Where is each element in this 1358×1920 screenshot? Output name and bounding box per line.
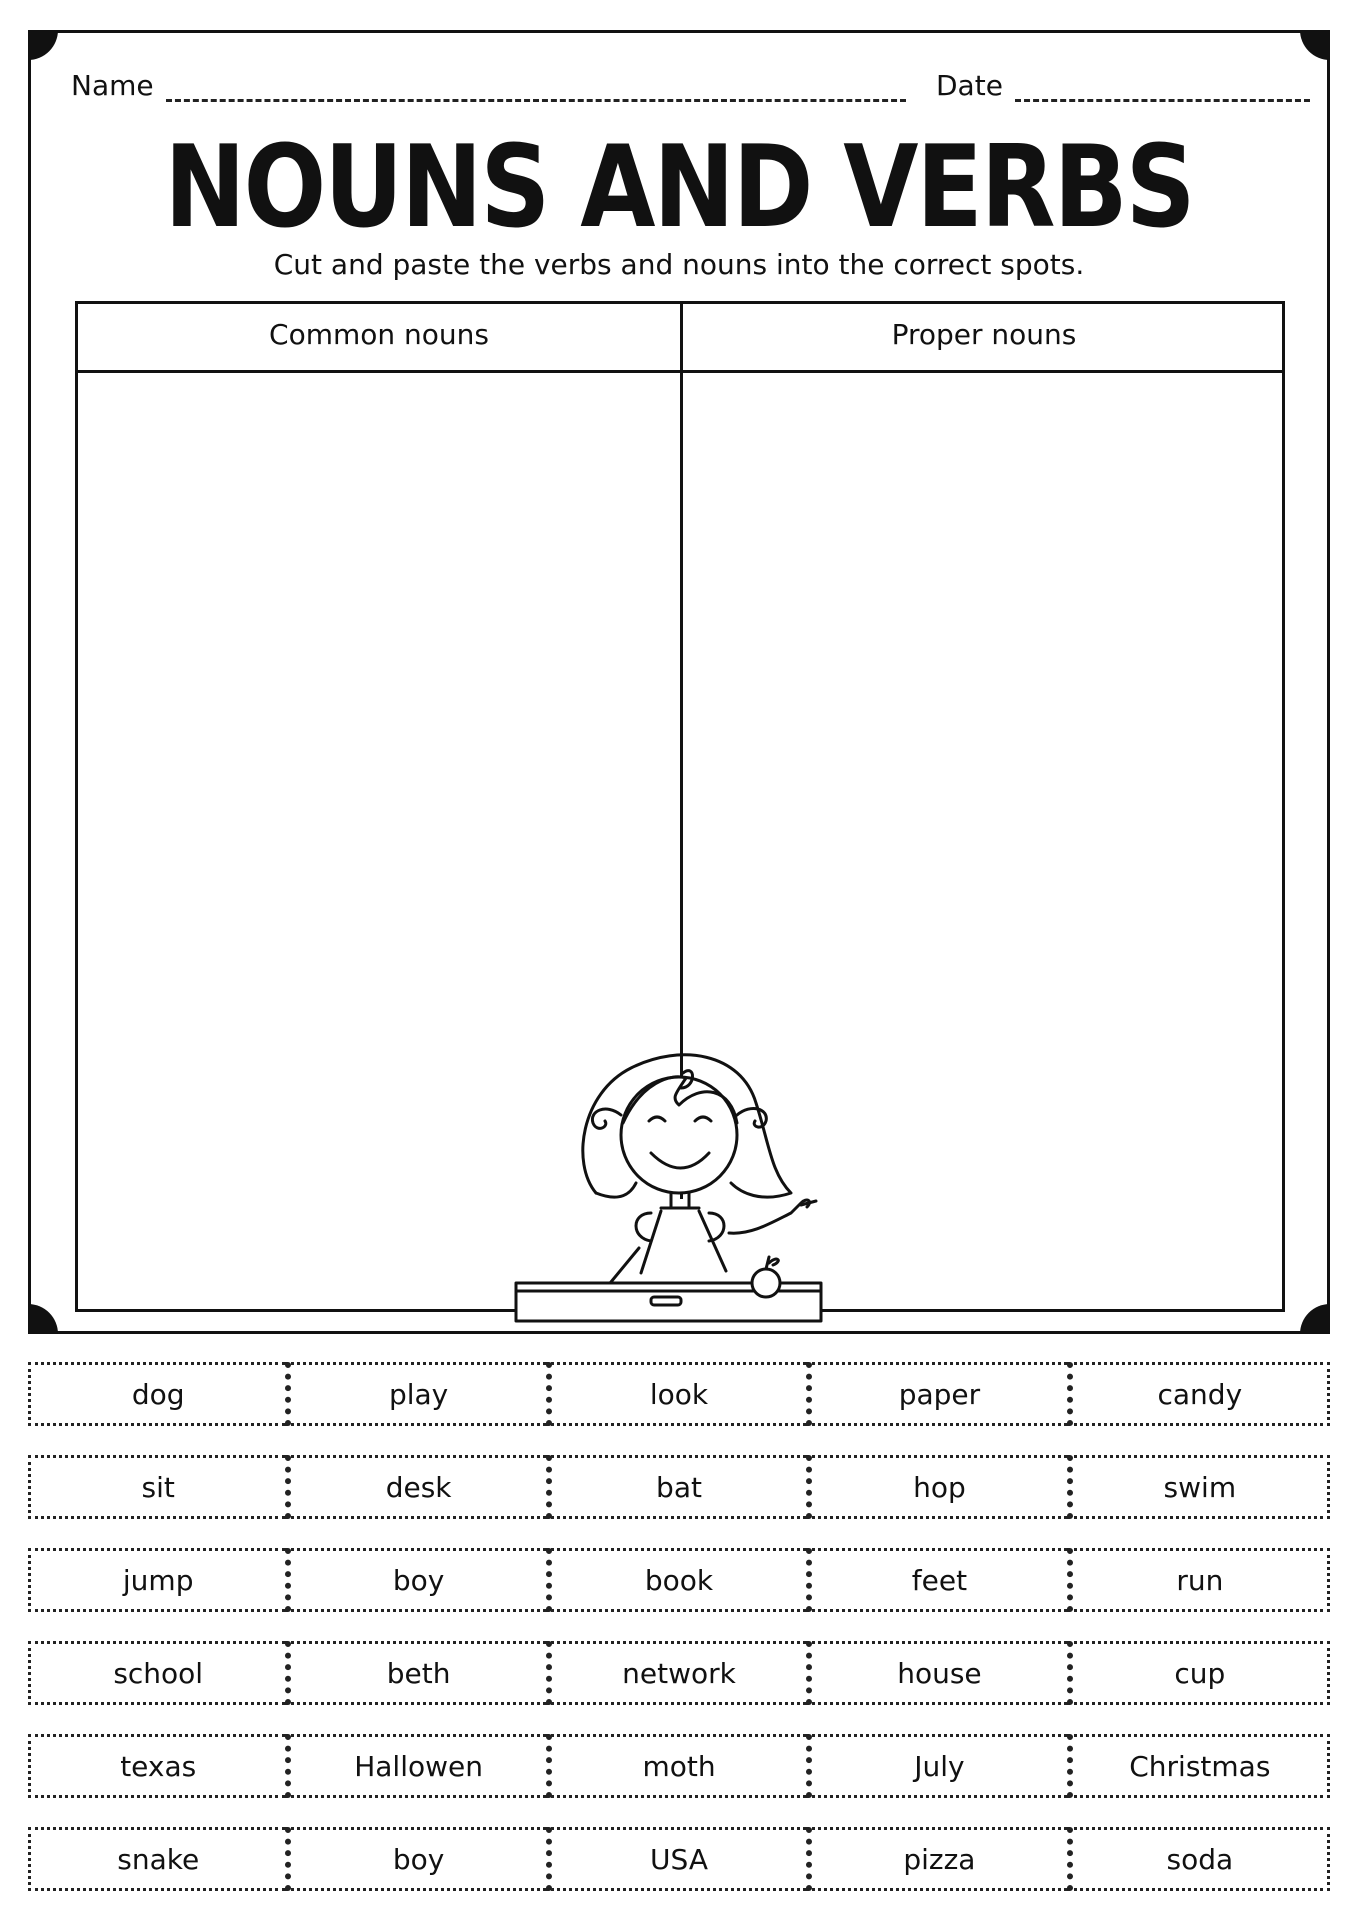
corner-decoration (1300, 30, 1330, 60)
column-header-common-nouns: Common nouns (269, 318, 489, 351)
date-label: Date (936, 69, 1003, 102)
word-card[interactable]: hop (806, 1455, 1066, 1519)
word-card[interactable]: sit (28, 1455, 285, 1519)
word-card[interactable]: jump (28, 1548, 285, 1612)
word-card[interactable]: texas (28, 1734, 285, 1798)
word-card[interactable]: house (806, 1641, 1066, 1705)
word-card[interactable]: swim (1067, 1455, 1330, 1519)
word-card[interactable]: book (546, 1548, 806, 1612)
word-card[interactable]: candy (1067, 1362, 1330, 1426)
girl-at-desk-illustration (511, 1043, 901, 1333)
word-card[interactable]: feet (806, 1548, 1066, 1612)
word-card[interactable]: moth (546, 1734, 806, 1798)
student-info-row (71, 69, 1287, 109)
word-card[interactable]: run (1067, 1548, 1330, 1612)
word-card[interactable]: look (546, 1362, 806, 1426)
column-header-proper-nouns: Proper nouns (891, 318, 1077, 351)
corner-decoration (1300, 1304, 1330, 1334)
name-label: Name (71, 69, 154, 102)
name-field[interactable] (71, 69, 906, 102)
word-card[interactable]: Hallowen (285, 1734, 545, 1798)
corner-decoration (28, 30, 58, 60)
word-card[interactable]: boy (285, 1548, 545, 1612)
word-card[interactable]: soda (1067, 1827, 1330, 1891)
worksheet-frame (28, 30, 1330, 1334)
corner-decoration (28, 1304, 58, 1334)
word-card[interactable]: beth (285, 1641, 545, 1705)
worksheet-title: NOUNS AND VERBS (164, 121, 1194, 254)
word-card-row (28, 1455, 1330, 1519)
word-card[interactable]: bat (546, 1455, 806, 1519)
word-card-row (28, 1827, 1330, 1891)
word-card-row (28, 1641, 1330, 1705)
word-card[interactable]: USA (546, 1827, 806, 1891)
instructions-text: Cut and paste the verbs and nouns into the correct spots. (273, 248, 1085, 281)
name-line[interactable] (166, 77, 906, 102)
word-card[interactable]: cup (1067, 1641, 1330, 1705)
word-card-row (28, 1548, 1330, 1612)
word-card[interactable]: paper (806, 1362, 1066, 1426)
word-card[interactable]: pizza (806, 1827, 1066, 1891)
date-field[interactable] (936, 69, 1310, 102)
word-cards-section (28, 1362, 1330, 1920)
word-card-row (28, 1362, 1330, 1426)
word-card-row (28, 1734, 1330, 1798)
word-card[interactable]: boy (285, 1827, 545, 1891)
word-card[interactable]: desk (285, 1455, 545, 1519)
word-card[interactable]: July (806, 1734, 1066, 1798)
word-card[interactable]: school (28, 1641, 285, 1705)
word-card[interactable]: dog (28, 1362, 285, 1426)
word-card[interactable]: play (285, 1362, 545, 1426)
date-line[interactable] (1015, 77, 1310, 102)
word-card[interactable]: snake (28, 1827, 285, 1891)
word-card[interactable]: network (546, 1641, 806, 1705)
word-card[interactable]: Christmas (1067, 1734, 1330, 1798)
